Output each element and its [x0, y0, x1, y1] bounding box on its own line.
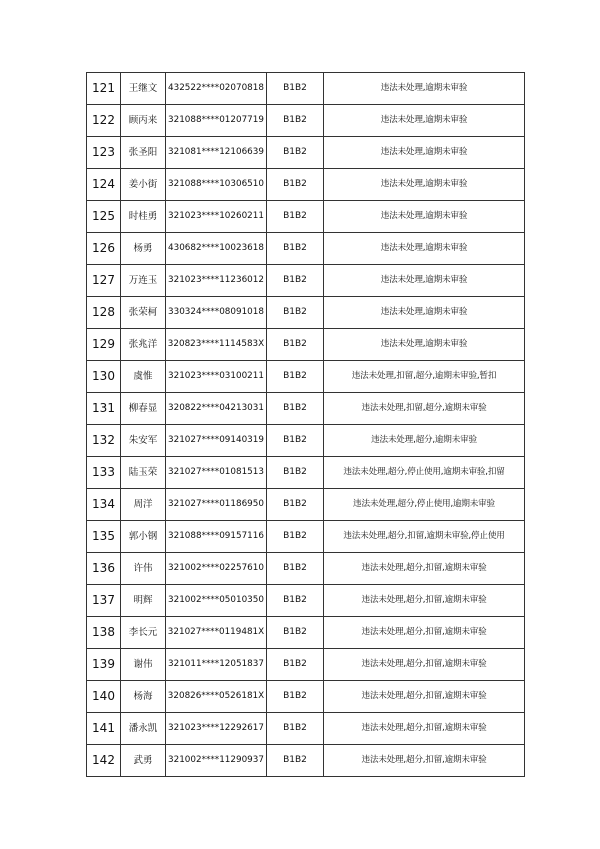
- driver-name: 杨海: [121, 681, 166, 713]
- id-number: 321002****05010350: [166, 585, 267, 617]
- id-number: 321002****02257610: [166, 553, 267, 585]
- license-class: B1B2: [267, 617, 324, 649]
- driver-name: 张兆洋: [121, 329, 166, 361]
- row-number: 142: [87, 745, 121, 777]
- table-row: [87, 393, 525, 425]
- driver-name: 姜小街: [121, 169, 166, 201]
- table-row: [87, 681, 525, 713]
- id-number: 321023****03100211: [166, 361, 267, 393]
- id-number: 321027****0119481X: [166, 617, 267, 649]
- row-number: 121: [87, 73, 121, 105]
- table-row: [87, 297, 525, 329]
- row-number: 137: [87, 585, 121, 617]
- table-row: [87, 361, 525, 393]
- driver-name: 周洋: [121, 489, 166, 521]
- status-text: 违法未处理,逾期未审验: [324, 73, 525, 105]
- table-row: [87, 585, 525, 617]
- status-text: 违法未处理,逾期未审验: [324, 265, 525, 297]
- status-text: 违法未处理,逾期未审验: [324, 169, 525, 201]
- status-text: 违法未处理,超分,扣留,逾期未审验: [324, 553, 525, 585]
- driver-name: 谢伟: [121, 649, 166, 681]
- id-number: 430682****10023618: [166, 233, 267, 265]
- license-class: B1B2: [267, 329, 324, 361]
- row-number: 128: [87, 297, 121, 329]
- table-row: [87, 329, 525, 361]
- status-text: 违法未处理,超分,扣留,逾期未审验: [324, 649, 525, 681]
- row-number: 129: [87, 329, 121, 361]
- license-class: B1B2: [267, 713, 324, 745]
- row-number: 136: [87, 553, 121, 585]
- license-class: B1B2: [267, 649, 324, 681]
- status-text: 违法未处理,超分,扣留,逾期未审验: [324, 681, 525, 713]
- license-class: B1B2: [267, 745, 324, 777]
- id-number: 320822****04213031: [166, 393, 267, 425]
- status-text: 违法未处理,超分,停止使用,逾期未审验,扣留: [324, 457, 525, 489]
- table-row: [87, 713, 525, 745]
- status-text: 违法未处理,超分,扣留,逾期未审验,停止使用: [324, 521, 525, 553]
- driver-name: 时桂勇: [121, 201, 166, 233]
- status-text: 违法未处理,逾期未审验: [324, 329, 525, 361]
- status-text: 违法未处理,超分,扣留,逾期未审验: [324, 713, 525, 745]
- id-number: 321088****10306510: [166, 169, 267, 201]
- license-class: B1B2: [267, 425, 324, 457]
- id-number: 321023****11236012: [166, 265, 267, 297]
- driver-name: 王继文: [121, 73, 166, 105]
- license-class: B1B2: [267, 553, 324, 585]
- id-number: 321023****10260211: [166, 201, 267, 233]
- license-class: B1B2: [267, 489, 324, 521]
- table-row: [87, 425, 525, 457]
- records-body: [87, 73, 525, 777]
- id-number: 320826****0526181X: [166, 681, 267, 713]
- license-class: B1B2: [267, 169, 324, 201]
- status-text: 违法未处理,超分,扣留,逾期未审验: [324, 745, 525, 777]
- status-text: 违法未处理,逾期未审验: [324, 137, 525, 169]
- id-number: 321027****01081513: [166, 457, 267, 489]
- table-row: [87, 105, 525, 137]
- status-text: 违法未处理,逾期未审验: [324, 201, 525, 233]
- status-text: 违法未处理,扣留,超分,逾期未审验: [324, 393, 525, 425]
- driver-name: 柳春显: [121, 393, 166, 425]
- table-row: [87, 553, 525, 585]
- license-class: B1B2: [267, 393, 324, 425]
- license-class: B1B2: [267, 521, 324, 553]
- row-number: 131: [87, 393, 121, 425]
- row-number: 133: [87, 457, 121, 489]
- license-class: B1B2: [267, 201, 324, 233]
- id-number: 330324****08091018: [166, 297, 267, 329]
- id-number: 432522****02070818: [166, 73, 267, 105]
- license-class: B1B2: [267, 585, 324, 617]
- table-row: [87, 265, 525, 297]
- row-number: 138: [87, 617, 121, 649]
- id-number: 321088****09157116: [166, 521, 267, 553]
- driver-name: 许伟: [121, 553, 166, 585]
- license-class: B1B2: [267, 137, 324, 169]
- table-row: [87, 201, 525, 233]
- table-row: [87, 745, 525, 777]
- id-number: 321023****12292617: [166, 713, 267, 745]
- table-row: [87, 233, 525, 265]
- id-number: 321002****11290937: [166, 745, 267, 777]
- row-number: 141: [87, 713, 121, 745]
- table-row: [87, 137, 525, 169]
- status-text: 违法未处理,扣留,超分,逾期未审验,暂扣: [324, 361, 525, 393]
- row-number: 123: [87, 137, 121, 169]
- id-number: 321088****01207719: [166, 105, 267, 137]
- table-row: [87, 521, 525, 553]
- driver-name: 万连玉: [121, 265, 166, 297]
- table-row: [87, 73, 525, 105]
- driver-name: 虞惟: [121, 361, 166, 393]
- license-class: B1B2: [267, 681, 324, 713]
- driver-name: 明辉: [121, 585, 166, 617]
- table-row: [87, 617, 525, 649]
- row-number: 124: [87, 169, 121, 201]
- table-row: [87, 169, 525, 201]
- status-text: 违法未处理,逾期未审验: [324, 105, 525, 137]
- row-number: 135: [87, 521, 121, 553]
- id-number: 321011****12051837: [166, 649, 267, 681]
- status-text: 违法未处理,超分,扣留,逾期未审验: [324, 585, 525, 617]
- driver-name: 朱安军: [121, 425, 166, 457]
- id-number: 321081****12106639: [166, 137, 267, 169]
- status-text: 违法未处理,超分,停止使用,逾期未审验: [324, 489, 525, 521]
- license-class: B1B2: [267, 105, 324, 137]
- driver-name: 郭小钢: [121, 521, 166, 553]
- row-number: 126: [87, 233, 121, 265]
- table-row: [87, 489, 525, 521]
- driver-name: 李长元: [121, 617, 166, 649]
- license-class: B1B2: [267, 457, 324, 489]
- row-number: 139: [87, 649, 121, 681]
- id-number: 321027****09140319: [166, 425, 267, 457]
- driver-name: 顾丙来: [121, 105, 166, 137]
- status-text: 违法未处理,逾期未审验: [324, 297, 525, 329]
- status-text: 违法未处理,逾期未审验: [324, 233, 525, 265]
- row-number: 132: [87, 425, 121, 457]
- table-row: [87, 649, 525, 681]
- driver-name: 陆玉荣: [121, 457, 166, 489]
- row-number: 125: [87, 201, 121, 233]
- row-number: 122: [87, 105, 121, 137]
- license-class: B1B2: [267, 361, 324, 393]
- driver-records-table: [86, 72, 525, 777]
- status-text: 违法未处理,超分,扣留,逾期未审验: [324, 617, 525, 649]
- license-class: B1B2: [267, 297, 324, 329]
- id-number: 320823****1114583X: [166, 329, 267, 361]
- driver-name: 潘永凯: [121, 713, 166, 745]
- driver-name: 张圣阳: [121, 137, 166, 169]
- driver-name: 杨勇: [121, 233, 166, 265]
- license-class: B1B2: [267, 265, 324, 297]
- row-number: 127: [87, 265, 121, 297]
- id-number: 321027****01186950: [166, 489, 267, 521]
- license-class: B1B2: [267, 73, 324, 105]
- status-text: 违法未处理,超分,逾期未审验: [324, 425, 525, 457]
- license-class: B1B2: [267, 233, 324, 265]
- driver-name: 张荣柯: [121, 297, 166, 329]
- table-row: [87, 457, 525, 489]
- driver-name: 武勇: [121, 745, 166, 777]
- row-number: 140: [87, 681, 121, 713]
- row-number: 130: [87, 361, 121, 393]
- row-number: 134: [87, 489, 121, 521]
